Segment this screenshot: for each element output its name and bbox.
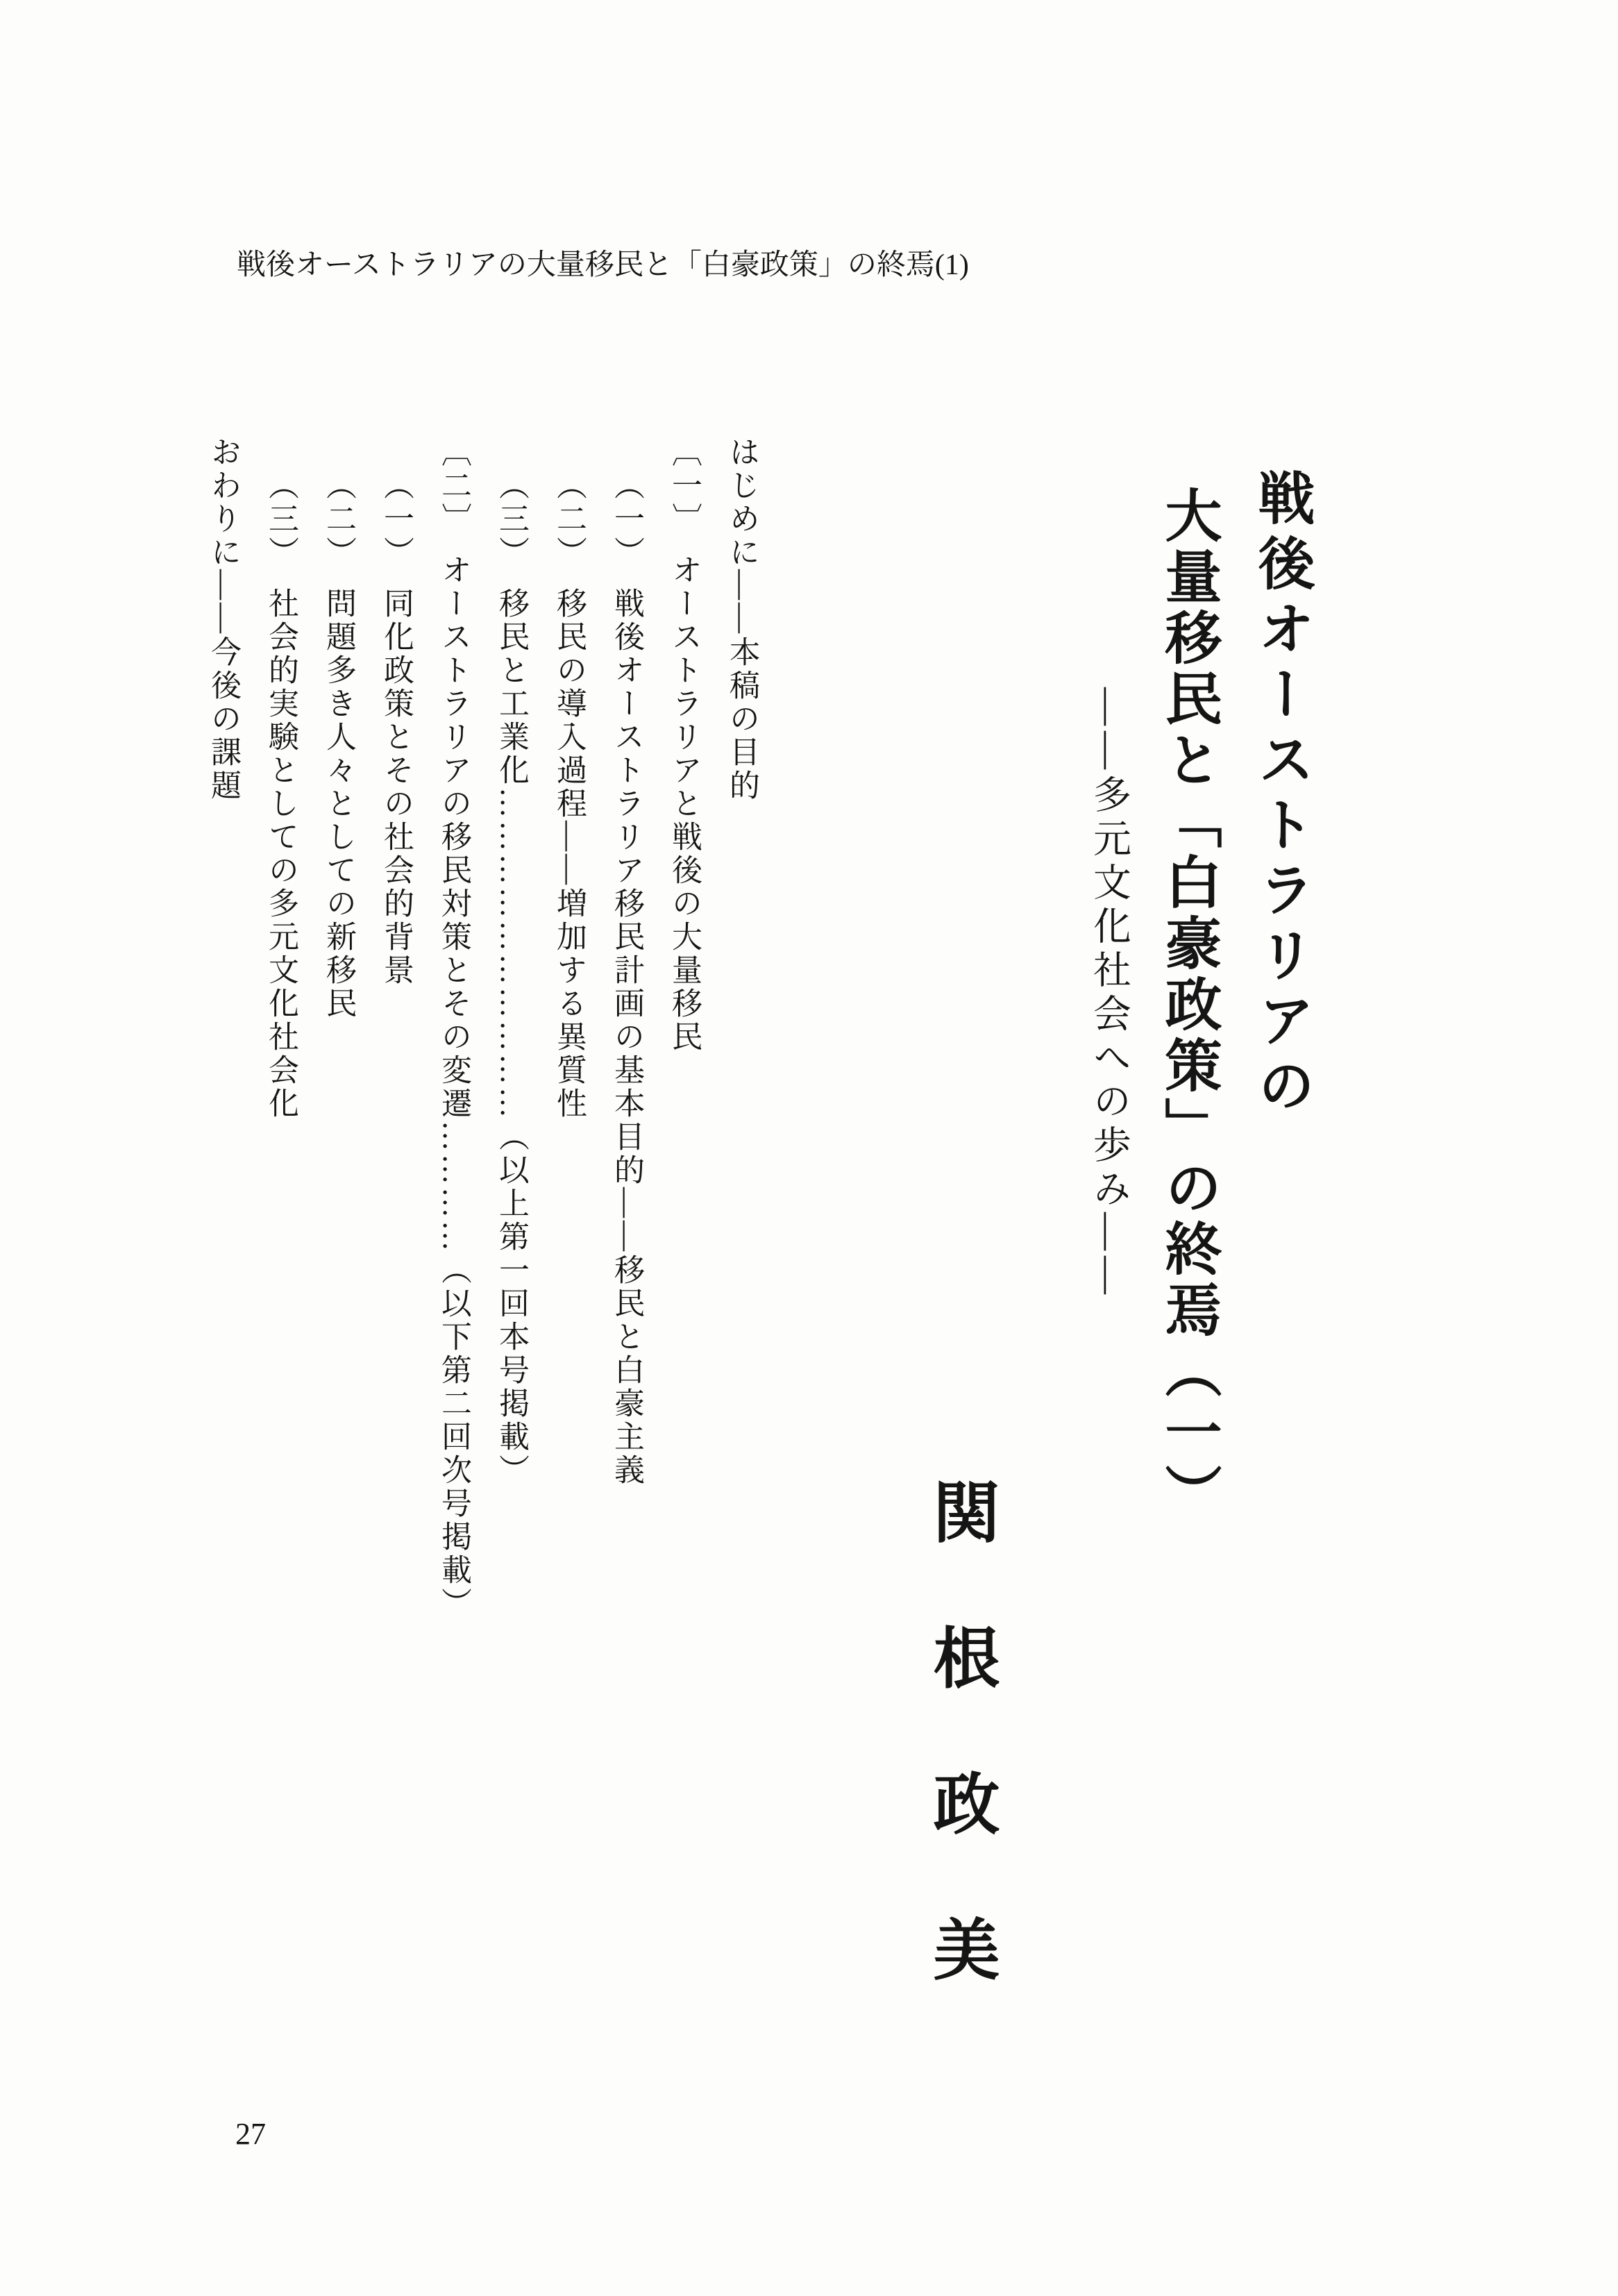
- toc-item-10: おわりに――今後の課題: [206, 436, 240, 803]
- toc-item-1: はじめに――本稿の目的: [725, 436, 759, 803]
- article-subtitle: ――多元文化社会への歩み――: [1088, 687, 1130, 1300]
- page-number: 27: [235, 2117, 266, 2151]
- toc-item-3: （一） 戦後オーストラリア移民計画の基本目的――移民と白豪主義: [609, 469, 643, 1487]
- toc-item-2: 〔一〕 オーストラリアと戦後の大量移民: [667, 436, 701, 1054]
- author-name: 関根政美: [924, 1477, 998, 2061]
- toc-item-8: （二） 問題多き人々としての新移民: [321, 469, 355, 1021]
- article-title-line-1: 戦後オーストラリアの: [1250, 469, 1313, 1121]
- toc-item-7: （一） 同化政策とその社会的背景: [379, 469, 413, 987]
- toc-item-6: 〔二〕 オーストラリアの移民対策とその変遷…………（以下第二回次号掲載）: [437, 436, 471, 1620]
- article-title-line-2: 大量移民と「白豪政策」の終焉（一）: [1157, 486, 1220, 1525]
- toc-item-4: （二） 移民の導入過程――増加する異質性: [552, 469, 586, 1121]
- running-header: 戦後オーストラリアの大量移民と「白豪政策」の終焉(1): [237, 249, 969, 281]
- table-of-contents: [187, 436, 764, 1651]
- toc-item-5: （三） 移民と工業化…………………………（以上第一回本号掲載）: [494, 469, 528, 1487]
- toc-item-9: （三） 社会的実験としての多元文化社会化: [264, 469, 298, 1121]
